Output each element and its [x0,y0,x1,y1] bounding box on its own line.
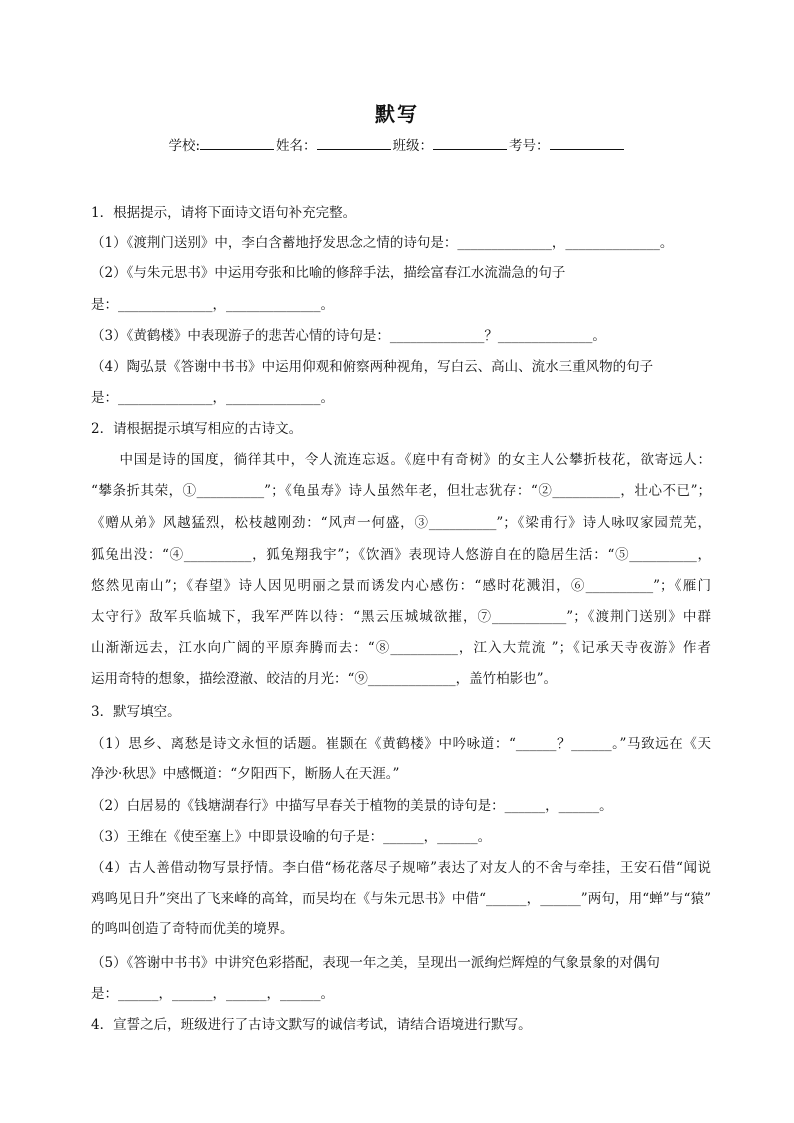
school-label: 学校: [168,138,201,154]
q2-paragraph-line: 狐兔出没：“④__________，狐兔翔我宇”；《饮酒》表现诗人悠游自在的隐居生活：“⑤__________， [91,547,711,563]
q2-paragraph-line: 悠然见南山”；《春望》诗人因见明丽之景而诱发内心感伤：“感时花溅泪，⑥__________”；《雁门 [91,578,711,594]
school-blank[interactable] [200,137,274,150]
student-info-line [0,134,794,154]
q2-paragraph-line: 太守行》敌军兵临城下，我军严阵以待：“黑云压城城欲摧，⑦___________”；《渡荆门送别》中群 [91,609,711,625]
q1-item-2-answer: 是：______________，______________。 [91,297,334,313]
q3-item-1: （1）思乡、离愁是诗文永恒的话题。崔颢在《黄鹤楼》中吟咏道：“______？______。”马致远在《天 [91,736,711,752]
q1-item-4: （4）陶弘景《答谢中书书》中运用仰观和俯察两种视角，写白云、高山、流水三重风物的句子 [91,359,654,375]
name-blank[interactable] [317,137,391,150]
class-label: 班级： [392,138,434,154]
name-label: 姓名： [276,138,317,154]
q2-paragraph-line: 《赠从弟》风越猛烈，松枝越刚劲：“风声一何盛，③__________”；《梁甫行》诗人咏叹家园荒芜， [91,515,711,531]
q3-item-2: （2）白居易的《钱塘湖春行》中描写早春关于植物的美景的诗句是：______，______。 [91,798,613,814]
q3-item-1-continued: 净沙·秋思》中感慨道：“夕阳西下，断肠人在天涯。” [91,766,400,782]
q2-paragraph-line: 运用奇特的想象，描绘澄澈、皎洁的月光：“⑨_____________，盖竹柏影也”。 [91,671,558,687]
q3-item-3: （3）王维在《使至塞上》中即景设喻的句子是：______，______。 [91,829,492,845]
question-2-heading: 2．请根据提示填写相应的古诗文。 [91,421,303,437]
question-3-heading: 3．默写填空。 [91,704,181,720]
q3-item-4-continued: 鸡鸣见日升”突出了飞来峰的高耸，而吴均在《与朱元思书》中借“______，______”两句，用“蝉”与“猿” [91,891,711,907]
class-blank[interactable] [433,137,507,150]
q1-item-2: （2）《与朱元思书》中运用夸张和比喻的修辞手法，描绘富春江水流湍急的句子 [91,265,566,281]
q3-item-4-continued: 的鸣叫创造了奇特而优美的境界。 [91,921,294,937]
q1-item-3: （3）《黄鹤楼》中表现游子的悲苦心情的诗句是：______________？______________。 [91,328,606,344]
exam-number-label: 考号： [509,138,550,154]
q2-paragraph-line: 中国是诗的国度，徜徉其中，令人流连忘返。《庭中有奇树》的女主人公攀折枝花，欲寄远人： [91,452,711,468]
q1-item-1: （1）《渡荆门送别》中，李白含蓄地抒发思念之情的诗句是：______________，______________。 [91,235,674,251]
q3-item-5: （5）《答谢中书书》中讲究色彩搭配，表现一年之美，呈现出一派绚烂辉煌的气象景象的对偶句 [91,955,660,971]
q1-item-4-answer: 是：______________，______________。 [91,390,334,406]
question-4-heading: 4．宣誓之后，班级进行了古诗文默写的诚信考试，请结合语境进行默写。 [91,1017,532,1033]
page-title: 默写 [375,102,419,126]
q2-paragraph-line: 山渐渐远去，江水向广阔的平原奔腾而去：“⑧__________，江入大荒流 ”；《记承天寺夜游》作者 [91,640,711,656]
question-1-heading: 1．根据提示，请将下面诗文语句补充完整。 [91,205,357,221]
q3-item-5-answer: 是：______，______，______，______。 [91,986,334,1002]
q3-item-4: （4）古人善借动物写景抒情。李白借“杨花落尽子规啼”表达了对友人的不舍与牵挂，王安石借“闻说 [91,860,711,876]
q2-paragraph-line: “攀条折其荣，①__________”；《龟虽寿》诗人虽然年老，但壮志犹存：“②__________，壮心不已”； [91,483,711,499]
exam-number-blank[interactable] [550,137,624,150]
